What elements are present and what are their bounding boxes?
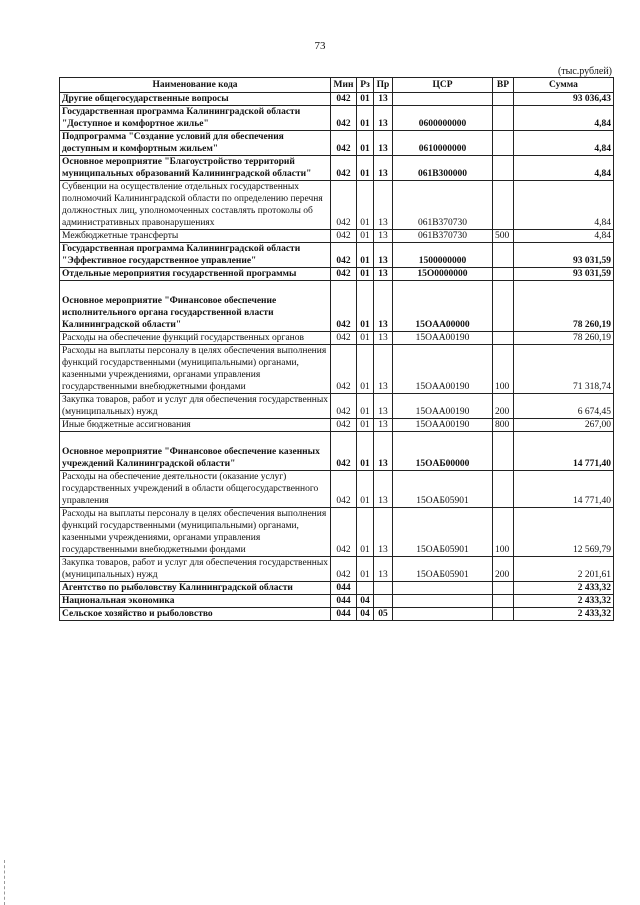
cell-min: 042 bbox=[331, 106, 357, 131]
cell-pr: 13 bbox=[374, 106, 393, 131]
cell-min: 042 bbox=[331, 345, 357, 394]
cell-csr: 15OAA00000 bbox=[393, 281, 493, 332]
cell-vr bbox=[493, 432, 514, 471]
cell-csr: 15OAБ05901 bbox=[393, 508, 493, 557]
cell-sum: 2 201,61 bbox=[514, 557, 614, 582]
units-label: (тыс.рублей) bbox=[557, 66, 612, 77]
cell-csr: 15OAБ05901 bbox=[393, 557, 493, 582]
cell-rz: 01 bbox=[357, 268, 374, 281]
cell-name: Расходы на обеспечение деятельности (оказание услуг) государственных учреждений в области общегосударственного управления bbox=[60, 471, 331, 508]
header-name: Наименование кода bbox=[60, 78, 331, 93]
cell-pr: 13 bbox=[374, 432, 393, 471]
cell-sum: 2 433,32 bbox=[514, 608, 614, 621]
cell-rz: 01 bbox=[357, 394, 374, 419]
cell-csr bbox=[393, 582, 493, 595]
cell-csr bbox=[393, 595, 493, 608]
cell-sum: 4,84 bbox=[514, 131, 614, 156]
cell-csr: 15OAA00190 bbox=[393, 419, 493, 432]
table-body bbox=[60, 93, 614, 621]
cell-vr bbox=[493, 595, 514, 608]
table-row bbox=[60, 394, 614, 419]
cell-sum: 4,84 bbox=[514, 106, 614, 131]
table-row bbox=[60, 268, 614, 281]
cell-pr: 13 bbox=[374, 508, 393, 557]
cell-sum: 12 569,79 bbox=[514, 508, 614, 557]
cell-name: Сельское хозяйство и рыболовство bbox=[60, 608, 331, 621]
cell-rz: 01 bbox=[357, 230, 374, 243]
cell-rz: 01 bbox=[357, 93, 374, 106]
cell-csr: 15O0000000 bbox=[393, 268, 493, 281]
cell-rz: 04 bbox=[357, 608, 374, 621]
cell-min: 042 bbox=[331, 93, 357, 106]
cell-sum: 14 771,40 bbox=[514, 432, 614, 471]
cell-pr bbox=[374, 582, 393, 595]
cell-vr bbox=[493, 332, 514, 345]
cell-min: 042 bbox=[331, 508, 357, 557]
cell-sum: 4,84 bbox=[514, 181, 614, 230]
table-row bbox=[60, 608, 614, 621]
cell-pr: 13 bbox=[374, 93, 393, 106]
cell-csr: 061B300000 bbox=[393, 156, 493, 181]
cell-min: 042 bbox=[331, 432, 357, 471]
cell-vr: 100 bbox=[493, 508, 514, 557]
cell-name: Иные бюджетные ассигнования bbox=[60, 419, 331, 432]
table-row bbox=[60, 508, 614, 557]
cell-min: 042 bbox=[331, 230, 357, 243]
cell-rz: 01 bbox=[357, 156, 374, 181]
cell-sum: 78 260,19 bbox=[514, 332, 614, 345]
cell-rz: 01 bbox=[357, 332, 374, 345]
cell-name: Агентство по рыболовству Калининградской области bbox=[60, 582, 331, 595]
cell-rz: 01 bbox=[357, 181, 374, 230]
cell-csr: 15OAБ05901 bbox=[393, 471, 493, 508]
cell-vr bbox=[493, 243, 514, 268]
header-sum: Сумма bbox=[514, 78, 614, 93]
cell-min: 042 bbox=[331, 243, 357, 268]
cell-sum: 2 433,32 bbox=[514, 595, 614, 608]
cell-pr: 13 bbox=[374, 419, 393, 432]
header-vr: ВР bbox=[493, 78, 514, 93]
table-row bbox=[60, 345, 614, 394]
cell-vr bbox=[493, 281, 514, 332]
cell-pr: 13 bbox=[374, 281, 393, 332]
cell-pr: 13 bbox=[374, 394, 393, 419]
cell-sum: 4,84 bbox=[514, 230, 614, 243]
cell-rz bbox=[357, 582, 374, 595]
cell-csr bbox=[393, 608, 493, 621]
cell-vr bbox=[493, 471, 514, 508]
cell-vr bbox=[493, 608, 514, 621]
table-row bbox=[60, 243, 614, 268]
cell-sum: 71 318,74 bbox=[514, 345, 614, 394]
cell-csr: 15OAA00190 bbox=[393, 332, 493, 345]
table-row bbox=[60, 332, 614, 345]
cell-pr: 13 bbox=[374, 243, 393, 268]
cell-name: Расходы на выплаты персоналу в целях обеспечения выполнения функций государственными (муниципальными) органами, казенными учреждениями, органами управления государственными внебюджетными фондами bbox=[60, 508, 331, 557]
cell-csr: 061B370730 bbox=[393, 230, 493, 243]
cell-pr: 13 bbox=[374, 557, 393, 582]
cell-csr bbox=[393, 93, 493, 106]
cell-name: Другие общегосударственные вопросы bbox=[60, 93, 331, 106]
cell-csr: 0600000000 bbox=[393, 106, 493, 131]
cell-min: 042 bbox=[331, 394, 357, 419]
cell-vr bbox=[493, 268, 514, 281]
cell-pr: 13 bbox=[374, 345, 393, 394]
cell-name: Межбюджетные трансферты bbox=[60, 230, 331, 243]
cell-rz: 01 bbox=[357, 106, 374, 131]
cell-sum: 267,00 bbox=[514, 419, 614, 432]
cell-min: 042 bbox=[331, 557, 357, 582]
cell-min: 042 bbox=[331, 156, 357, 181]
cell-min: 044 bbox=[331, 582, 357, 595]
cell-min: 042 bbox=[331, 281, 357, 332]
table-row bbox=[60, 181, 614, 230]
cell-csr: 15OAA00190 bbox=[393, 394, 493, 419]
header-csr: ЦСР bbox=[393, 78, 493, 93]
cell-vr bbox=[493, 131, 514, 156]
cell-pr: 13 bbox=[374, 156, 393, 181]
cell-sum: 78 260,19 bbox=[514, 281, 614, 332]
cell-min: 042 bbox=[331, 268, 357, 281]
cell-name: Расходы на обеспечение функций государственных органов bbox=[60, 332, 331, 345]
cell-name: Основное мероприятие "Финансовое обеспечение исполнительного органа государственной власти Калининградской области" bbox=[60, 281, 331, 332]
cell-vr bbox=[493, 93, 514, 106]
cell-rz: 01 bbox=[357, 432, 374, 471]
table-header-row bbox=[60, 78, 614, 93]
cell-sum: 93 031,59 bbox=[514, 268, 614, 281]
cell-vr: 200 bbox=[493, 394, 514, 419]
cell-rz: 01 bbox=[357, 419, 374, 432]
header-min: Мин bbox=[331, 78, 357, 93]
cell-vr: 100 bbox=[493, 345, 514, 394]
cell-pr: 13 bbox=[374, 471, 393, 508]
cell-csr: 0610000000 bbox=[393, 131, 493, 156]
table-row bbox=[60, 281, 614, 332]
cell-pr: 13 bbox=[374, 230, 393, 243]
scan-edge-mark bbox=[4, 860, 6, 905]
cell-pr: 13 bbox=[374, 332, 393, 345]
cell-name: Национальная экономика bbox=[60, 595, 331, 608]
cell-pr: 13 bbox=[374, 181, 393, 230]
cell-csr: 15OAБ00000 bbox=[393, 432, 493, 471]
cell-pr: 13 bbox=[374, 131, 393, 156]
cell-sum: 14 771,40 bbox=[514, 471, 614, 508]
budget-table bbox=[59, 77, 614, 621]
cell-csr: 061B370730 bbox=[393, 181, 493, 230]
cell-name: Основное мероприятие "Благоустройство территорий муниципальных образований Калининградской области" bbox=[60, 156, 331, 181]
cell-sum: 4,84 bbox=[514, 156, 614, 181]
cell-min: 044 bbox=[331, 595, 357, 608]
cell-sum: 6 674,45 bbox=[514, 394, 614, 419]
header-rz: Рз bbox=[357, 78, 374, 93]
page-number: 73 bbox=[314, 40, 326, 52]
cell-sum: 93 036,43 bbox=[514, 93, 614, 106]
cell-vr bbox=[493, 181, 514, 230]
cell-min: 044 bbox=[331, 608, 357, 621]
cell-min: 042 bbox=[331, 471, 357, 508]
cell-vr: 200 bbox=[493, 557, 514, 582]
table-row bbox=[60, 93, 614, 106]
cell-rz: 01 bbox=[357, 281, 374, 332]
cell-min: 042 bbox=[331, 332, 357, 345]
cell-vr bbox=[493, 582, 514, 595]
cell-vr bbox=[493, 106, 514, 131]
cell-name: Расходы на выплаты персоналу в целях обеспечения выполнения функций государственными (муниципальными) органами, казенными учреждениями, органами управления государственными внебюджетными фондами bbox=[60, 345, 331, 394]
cell-sum: 93 031,59 bbox=[514, 243, 614, 268]
cell-pr: 13 bbox=[374, 268, 393, 281]
cell-pr bbox=[374, 595, 393, 608]
cell-rz: 01 bbox=[357, 557, 374, 582]
cell-name: Субвенции на осуществление отдельных государственных полномочий Калининградской области по определению перечня должностных лиц, уполномоченных составлять протоколы об административных правонарушениях bbox=[60, 181, 331, 230]
cell-name: Государственная программа Калининградской области "Доступное и комфортное жилье" bbox=[60, 106, 331, 131]
table-row bbox=[60, 471, 614, 508]
table-row bbox=[60, 156, 614, 181]
cell-min: 042 bbox=[331, 131, 357, 156]
table-row bbox=[60, 582, 614, 595]
cell-rz: 01 bbox=[357, 471, 374, 508]
cell-rz: 01 bbox=[357, 131, 374, 156]
cell-rz: 04 bbox=[357, 595, 374, 608]
cell-name: Закупка товаров, работ и услуг для обеспечения государственных (муниципальных) нужд bbox=[60, 557, 331, 582]
cell-min: 042 bbox=[331, 181, 357, 230]
cell-name: Закупка товаров, работ и услуг для обеспечения государственных (муниципальных) нужд bbox=[60, 394, 331, 419]
cell-rz: 01 bbox=[357, 243, 374, 268]
table-row bbox=[60, 595, 614, 608]
table-row bbox=[60, 557, 614, 582]
cell-name: Основное мероприятие "Финансовое обеспечение казенных учреждений Калининградской области" bbox=[60, 432, 331, 471]
cell-min: 042 bbox=[331, 419, 357, 432]
cell-csr: 1500000000 bbox=[393, 243, 493, 268]
cell-pr: 05 bbox=[374, 608, 393, 621]
table-row bbox=[60, 419, 614, 432]
table-row bbox=[60, 230, 614, 243]
cell-name: Отдельные мероприятия государственной программы bbox=[60, 268, 331, 281]
table-row bbox=[60, 432, 614, 471]
table-row bbox=[60, 106, 614, 131]
cell-rz: 01 bbox=[357, 508, 374, 557]
header-pr: Пр bbox=[374, 78, 393, 93]
cell-sum: 2 433,32 bbox=[514, 582, 614, 595]
cell-rz: 01 bbox=[357, 345, 374, 394]
cell-name: Подпрограмма "Создание условий для обеспечения доступным и комфортным жильем" bbox=[60, 131, 331, 156]
cell-name: Государственная программа Калининградской области "Эффективное государственное управление" bbox=[60, 243, 331, 268]
cell-vr bbox=[493, 156, 514, 181]
cell-vr: 800 bbox=[493, 419, 514, 432]
cell-vr: 500 bbox=[493, 230, 514, 243]
table-row bbox=[60, 131, 614, 156]
cell-csr: 15OAA00190 bbox=[393, 345, 493, 394]
